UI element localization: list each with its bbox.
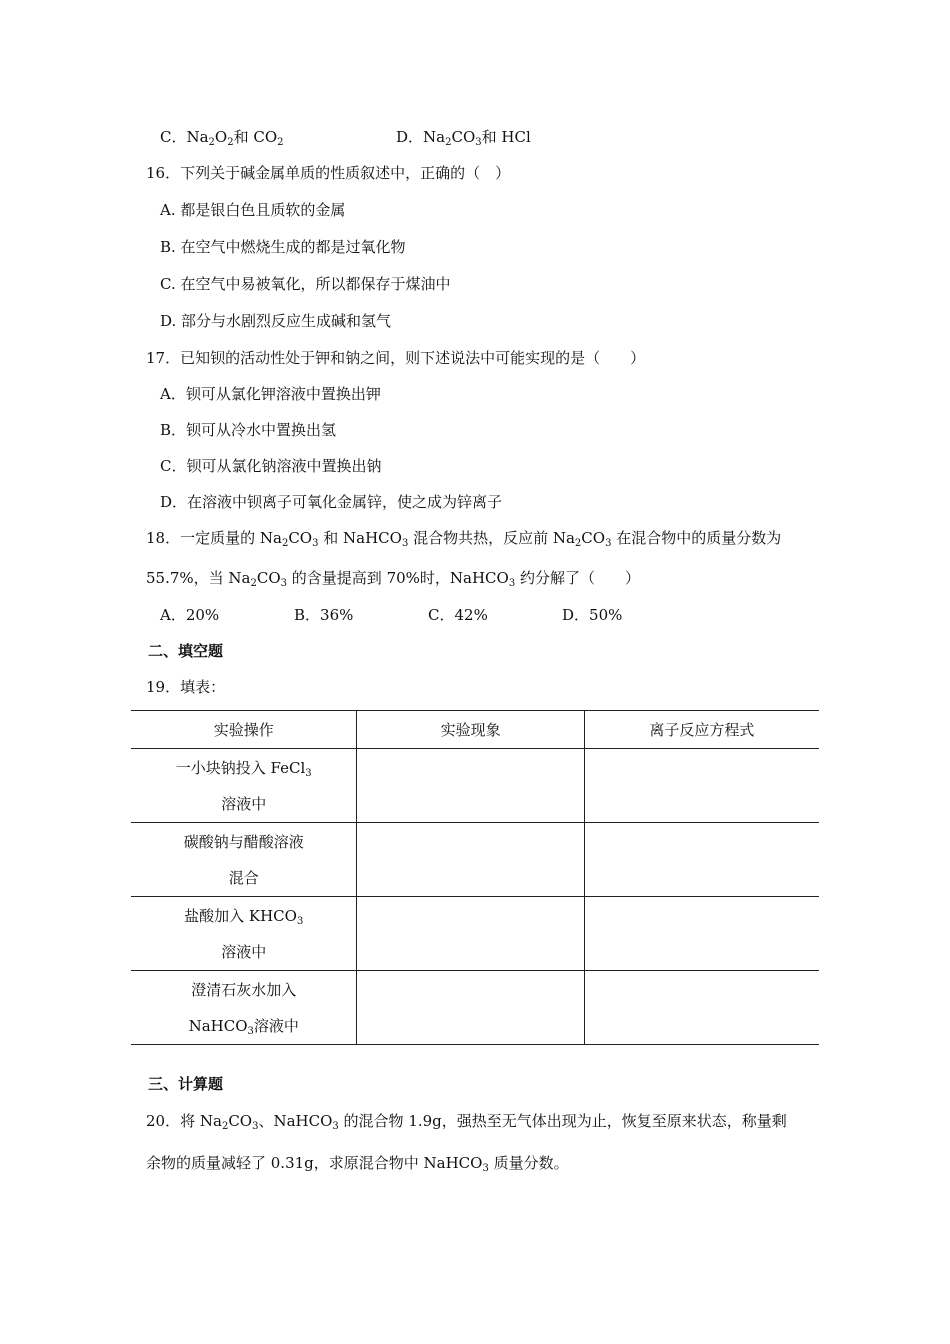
table-cell-phenomenon[interactable] — [357, 971, 584, 1045]
section-heading-calculation: 三、计算题 — [148, 1075, 224, 1093]
q20-stem-line2: 余物的质量减轻了 0.31g，求原混合物中 NaHCO$_3$ 质量分数。 — [146, 1154, 569, 1174]
table-cell-operation: 碳酸钠与醋酸溶液 混合 — [183, 832, 304, 887]
table-cell-operation: 盐酸加入 $KHCO_3$ 溶液中 — [184, 906, 304, 961]
table-cell-equation[interactable] — [584, 823, 819, 897]
q20-stem-line1: 20．将 $Na_2CO_3$、NaHCO$_3$ 的混合物 1.9g，强热至无气体出现为止，恢复至原来状态，称量剩 — [146, 1112, 787, 1132]
q15-option-d: D．$Na_2CO_3$和 HCl — [396, 128, 531, 148]
q16-option-a: A. 都是银白色且质软的金属 — [160, 201, 346, 219]
table-row — [131, 749, 819, 823]
table-cell-equation[interactable] — [584, 897, 819, 971]
table-cell-phenomenon[interactable] — [357, 823, 584, 897]
q15-option-c: C．$Na_2O_2$和 $CO_2$ — [160, 128, 284, 148]
table-cell-operation: 一小块钠投入 FeCl$_3$ 溶液中 — [175, 758, 312, 813]
table-cell-equation[interactable] — [584, 749, 819, 823]
q18-stem-line1: 18．一定质量的 $Na_2CO_3$ 和 NaHCO$_3$ 混合物共热，反应前 $Na_2CO_3$ 在混合物中的质量分数为 — [146, 529, 782, 549]
q18-option-a: A．20% — [160, 606, 220, 624]
table-cell-phenomenon[interactable] — [357, 749, 584, 823]
q19-table — [131, 710, 819, 1045]
table-header-row — [131, 711, 819, 749]
table-cell-equation[interactable] — [584, 971, 819, 1045]
q17-option-c: C．钡可从氯化钠溶液中置换出钠 — [160, 457, 382, 475]
q18-stem-line2: 55.7%，当 $Na_2CO_3$ 的含量提高到 70%时，NaHCO$_3$ 约分解了（ ） — [146, 569, 640, 589]
q16-stem: 16．下列关于碱金属单质的性质叙述中，正确的（ ） — [146, 164, 511, 182]
table-cell-phenomenon[interactable] — [357, 897, 584, 971]
q18-option-d: D．50% — [562, 606, 623, 624]
q18-option-b: B．36% — [294, 606, 354, 624]
table-row — [131, 897, 819, 971]
q17-option-b: B．钡可从冷水中置换出氢 — [160, 421, 337, 439]
q18-option-c: C．42% — [428, 606, 488, 624]
q19-stem: 19．填表： — [146, 678, 226, 696]
q16-option-d: D. 部分与水剧烈反应生成碱和氢气 — [160, 312, 392, 330]
q17-option-a: A．钡可从氯化钾溶液中置换出钾 — [160, 385, 381, 403]
table-header: 实验操作 — [213, 721, 274, 739]
q16-option-b: B. 在空气中燃烧生成的都是过氧化物 — [160, 238, 406, 256]
table-header: 离子反应方程式 — [584, 711, 819, 749]
q17-stem: 17．已知钡的活动性处于钾和钠之间，则下述说法中可能实现的是（ ） — [146, 349, 646, 367]
table-row — [131, 823, 819, 897]
table-row — [131, 971, 819, 1045]
q17-option-d: D．在溶液中钡离子可氧化金属锌，使之成为锌离子 — [160, 493, 503, 511]
table-header: 实验现象 — [357, 711, 584, 749]
section-heading-fill-in: 二、填空题 — [148, 642, 224, 660]
table-cell-operation: 澄清石灰水加入 NaHCO$_3$溶液中 — [188, 980, 299, 1037]
q16-option-c: C. 在空气中易被氧化，所以都保存于煤油中 — [160, 275, 451, 293]
